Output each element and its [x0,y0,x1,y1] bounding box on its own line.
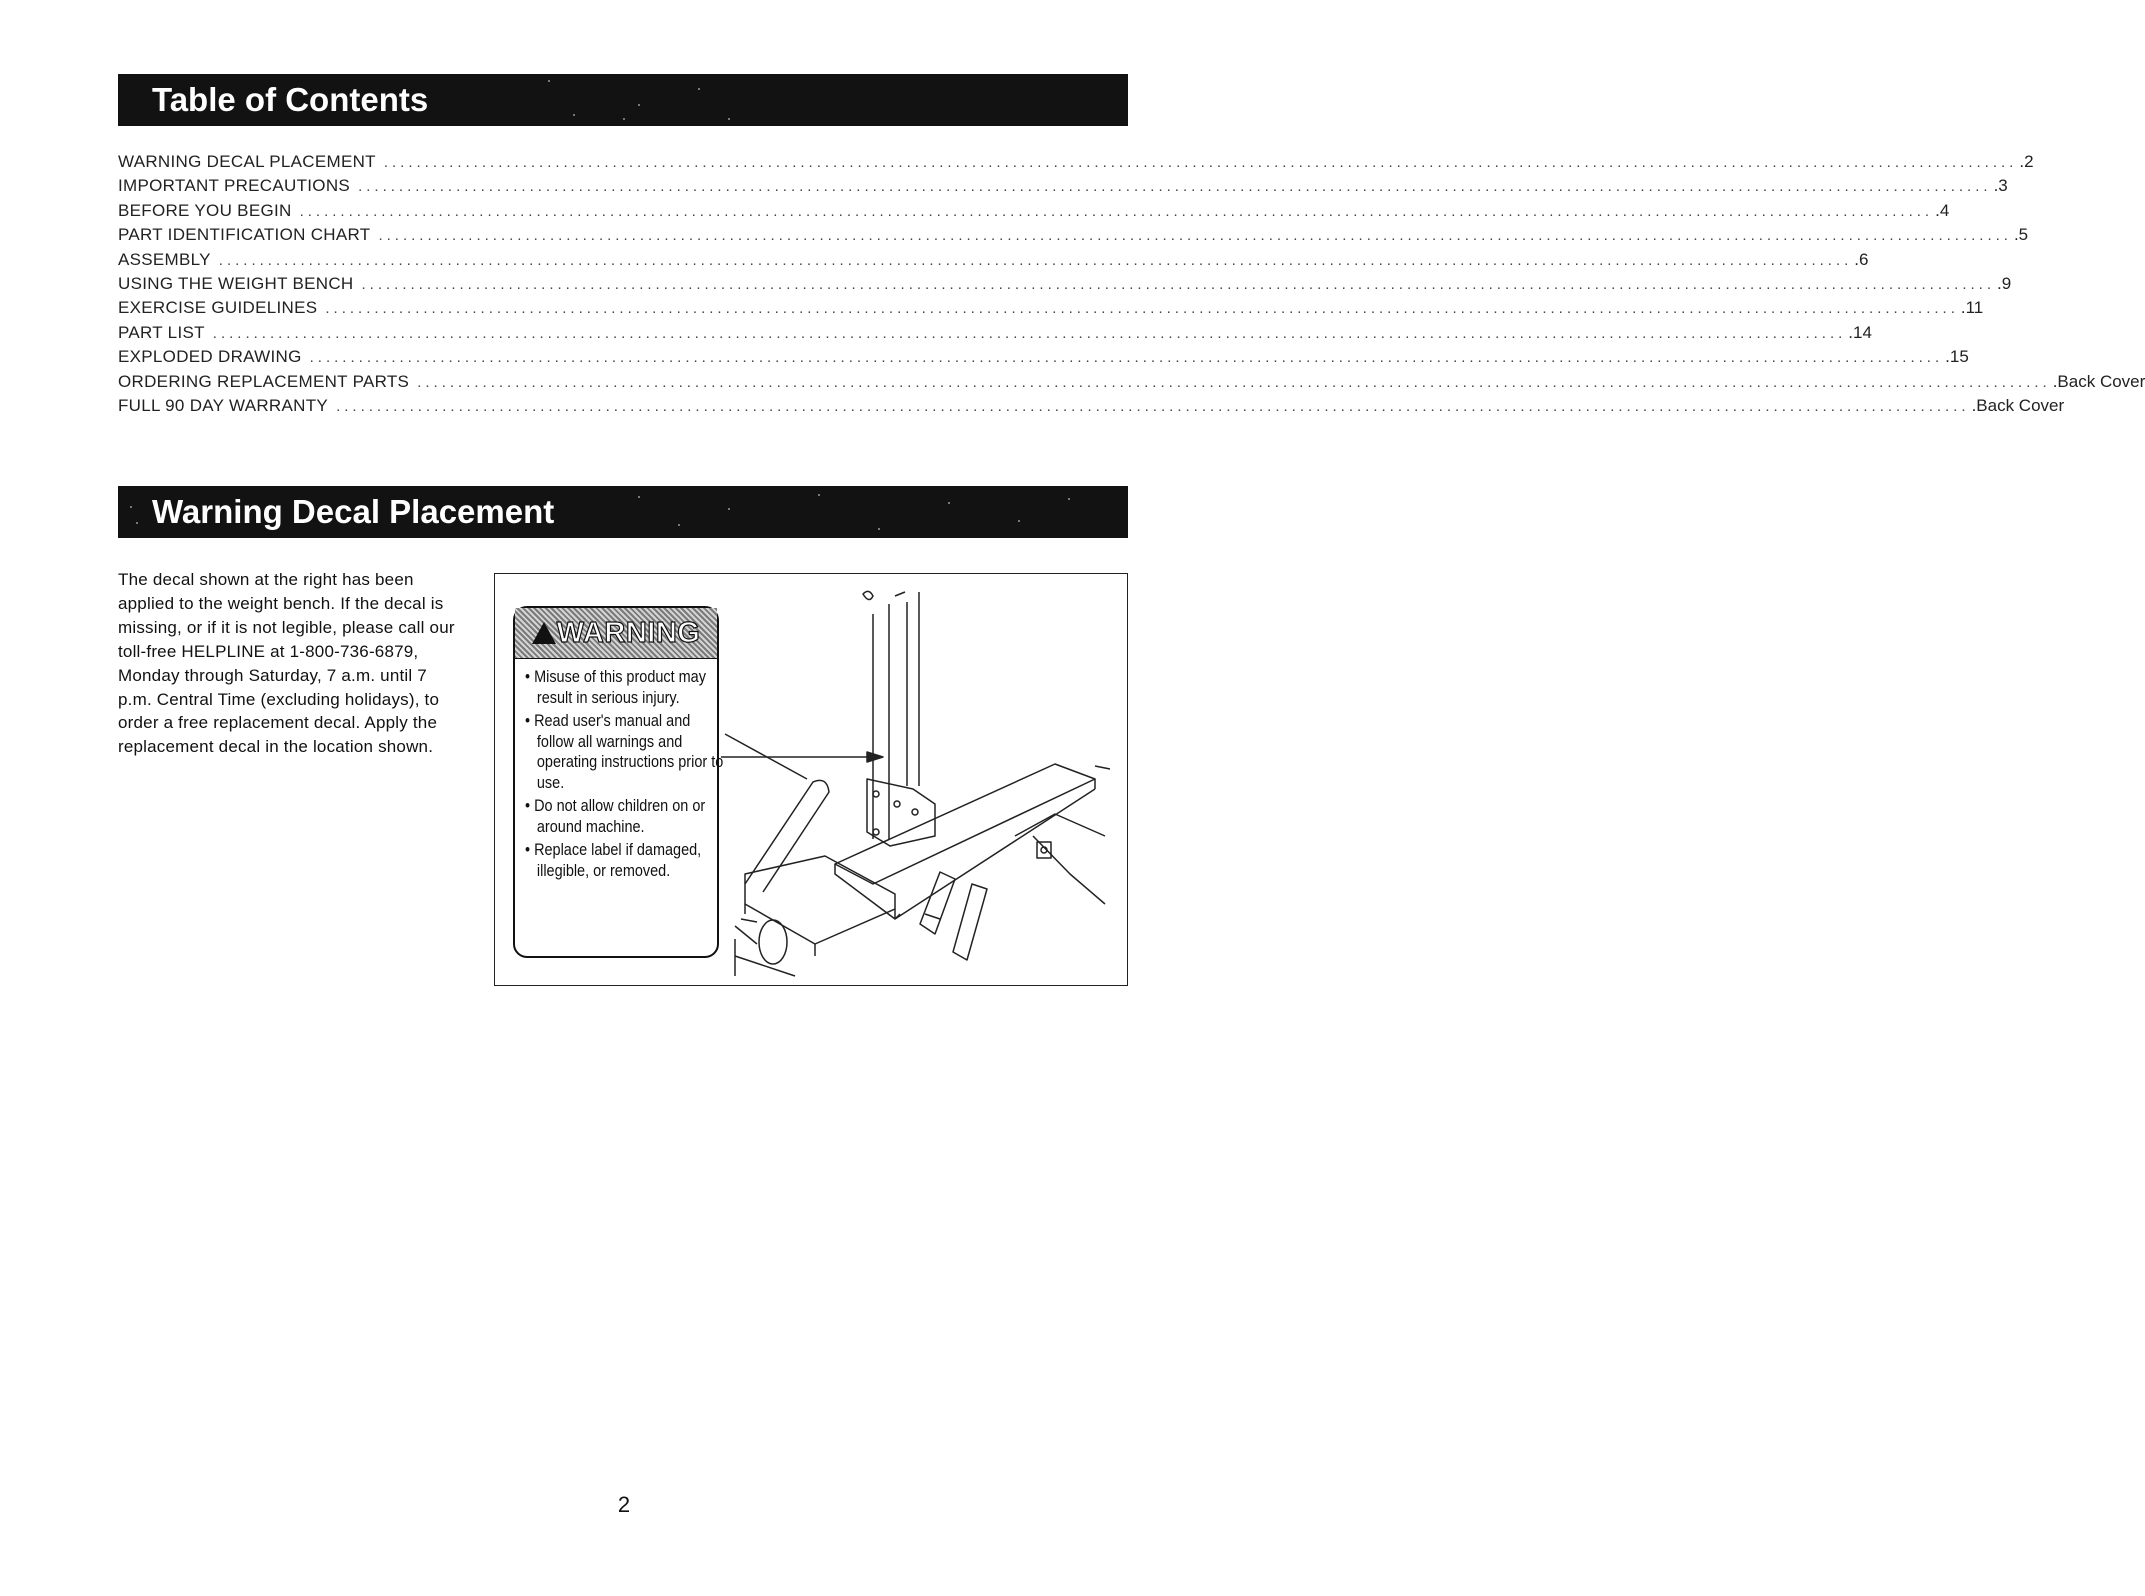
toc-entry-title: USING THE WEIGHT BENCH [118,273,354,293]
warning-decal-title: WARNING [556,616,701,649]
page-number: 2 [617,1492,631,1517]
warning-decal-item-text: Replace label if damaged, illegible, or removed. [534,840,702,880]
toc-entry-page: .Back Cover [2052,371,2145,391]
toc-entry-page: .4 [1935,200,1950,220]
toc-entry [118,298,1984,322]
warning-decal-item-text: Misuse of this product may result in serious injury. [534,667,706,707]
decal-intro-text: The decal shown at the right has been applied to the weight bench. If the decal is missing, or if it is not legible, please call our toll-free HELPLINE at 1-800-736-6879, Monday through Saturday, 7 a.m. until 7 p.m. Central Time (excluding holidays), to order a free replacement decal. Apply the replacement decal in the location shown. [118,570,455,757]
toc-entry [118,200,1950,225]
toc-entry [118,273,2012,298]
toc-entry-page: .5 [2013,225,2029,245]
toc-entry-title: EXERCISE GUIDELINES [118,298,318,318]
toc-heading-banner [118,74,1128,126]
toc-leader-dots: ........................................................................................................................................................................................................ [218,251,1853,269]
toc-leader-dots: ........................................................................................................................................................................................................ [358,178,1992,196]
toc-entry-title: PART LIST [118,322,205,342]
toc-leader-dots: ........................................................................................................................................................................................................ [383,154,2018,171]
toc-entry-page: .15 [1945,347,1969,367]
warning-decal-list [515,667,724,881]
warning-decal-header [515,608,717,659]
toc-entry [118,322,1872,347]
toc-leader-dots: ........................................................................................................................................................................................................ [336,397,1970,415]
toc-entry-title: ASSEMBLY [118,249,211,269]
toc-entry-page: .Back Cover [1971,395,2065,415]
toc-entry [118,347,1969,371]
warning-decal-item-text: Do not allow children on or around machine. [534,796,706,836]
toc-leader-dots: ........................................................................................................................................................................................................ [309,349,1944,367]
toc-entry-page: .3 [1993,176,2008,196]
toc-leader-dots: ........................................................................................................................................................................................................ [361,275,1995,293]
toc-entry [118,249,1869,274]
warning-decal-item: • Replace label if damaged, illegible, or removed. [525,840,702,880]
toc-entry-page: .6 [1854,249,1869,269]
toc-leader-dots: ........................................................................................................................................................................................................ [325,300,1959,318]
warning-decal-item-text: Read user's manual and follow all warnings and operating instructions prior to use. [534,711,724,792]
toc-list [118,152,2145,420]
warning-decal-item: • Read user's manual and follow all warnings and operating instructions prior to use. [525,711,724,792]
toc-entry [118,395,2065,420]
warning-section-banner [118,486,1128,538]
toc-entry [118,371,2145,396]
toc-entry-page: .14 [1848,322,1872,342]
toc-entry-title: FULL 90 DAY WARRANTY [118,395,329,415]
toc-leader-dots: ........................................................................................................................................................................................................ [299,202,1934,220]
toc-leader-dots: ........................................................................................................................................................................................................ [212,324,1847,342]
toc-entry-page: .11 [1960,298,1984,318]
toc-entry-title: ORDERING REPLACEMENT PARTS [118,371,410,391]
toc-leader-dots: ........................................................................................................................................................................................................ [417,373,2051,391]
toc-leader-dots: ........................................................................................................................................................................................................ [378,227,2012,245]
warning-triangle-icon [532,622,556,644]
toc-entry-page: .9 [1997,273,2012,293]
toc-entry [118,176,2008,200]
warning-decal-item: • Misuse of this product may result in serious injury. [525,667,706,707]
toc-entry-title: EXPLODED DRAWING [118,347,302,367]
toc-entry [118,225,2029,249]
warning-decal-item: • Do not allow children on or around machine. [525,796,706,836]
toc-entry-title: WARNING DECAL PLACEMENT [118,152,376,171]
toc-entry-page: .2 [2019,152,2034,171]
warning-decal [513,606,724,958]
toc-heading: Table of Contents [152,81,429,118]
toc-entry-title: PART IDENTIFICATION CHART [118,225,371,245]
warning-section-heading: Warning Decal Placement [152,493,555,530]
decal-placement-figure [494,573,1128,986]
toc-entry-title: IMPORTANT PRECAUTIONS [118,176,351,196]
toc-entry [118,152,2034,176]
toc-entry-title: BEFORE YOU BEGIN [118,200,292,220]
